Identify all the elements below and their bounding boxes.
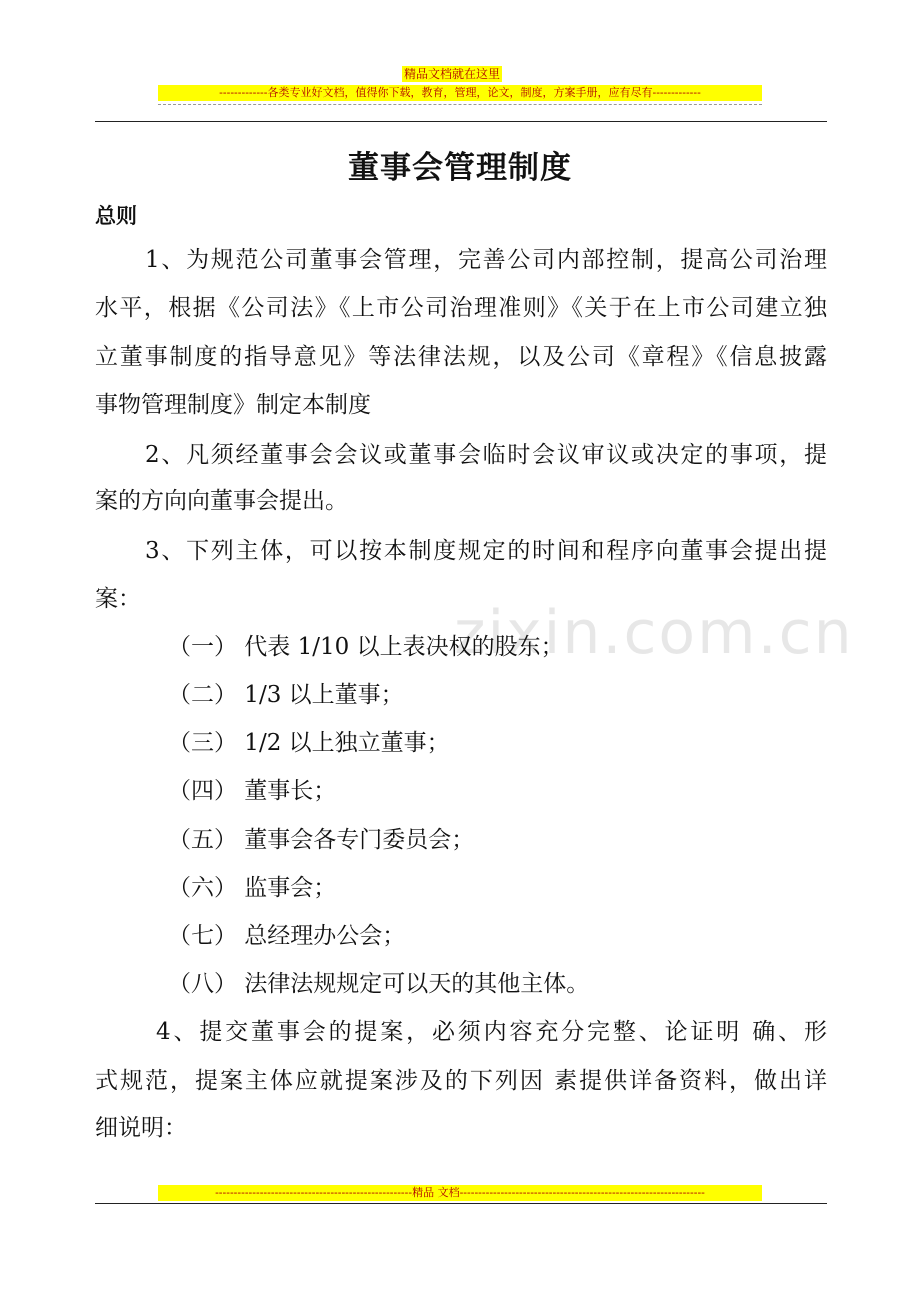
paragraph-line: 3、下列主体，可以按本制度规定的时间和程序向董事会提出提 — [145, 538, 827, 564]
paragraph-line: 2、凡须经董事会会议或董事会临时会议审议或决定的事项，提 — [145, 442, 827, 468]
section-heading: 总则 — [95, 204, 137, 228]
list-item: （二） 1/3 以上董事； — [168, 682, 404, 708]
watermark: zixin.com.cn — [454, 598, 854, 668]
paragraph-line: 4、提交董事会的提案，必须内容充分完整、论证明 确、形 — [156, 1019, 827, 1045]
list-item: （三） 1/2 以上独立董事； — [168, 730, 450, 756]
header-tagline: -------------各类专业好文档，值得你下载，教育，管理，论文，制度，方案手册，应有尽有------------- — [158, 85, 762, 101]
list-item: （五） 董事会各专门委员会； — [168, 827, 475, 853]
paragraph-line: 细说明： — [95, 1115, 187, 1141]
paragraph-line: 事物管理制度》制定本制度 — [95, 392, 371, 418]
footer-label: -----------------------------------------------------精品 文档------------------------------------------------------------------ — [158, 1185, 762, 1201]
list-item: （七） 总经理办公会； — [168, 923, 406, 949]
paragraph-line: 1、为规范公司董事会管理，完善公司内部控制，提高公司治理 — [145, 247, 827, 273]
paragraph-line: 立董事制度的指导意见》等法律法规，以及公司《章程》《信息披露 — [95, 344, 827, 370]
footer-rule — [95, 1203, 827, 1204]
list-item: （四） 董事长； — [168, 778, 337, 804]
list-item: （一） 代表 1/10 以上表决权的股东； — [168, 634, 564, 660]
paragraph-line: 式规范，提案主体应就提案涉及的下列因 素提供详备资料，做出详 — [95, 1068, 827, 1094]
header-rule — [95, 121, 827, 122]
paragraph-line: 案： — [95, 586, 141, 612]
header-label: 精品文档就在这里 — [404, 67, 501, 81]
paragraph-line: 案的方向向董事会提出。 — [95, 488, 348, 514]
list-item: （六） 监事会； — [168, 875, 337, 901]
document-title: 董事会管理制度 — [348, 150, 572, 186]
list-item: （八） 法律法规规定可以天的其他主体。 — [168, 971, 590, 997]
paragraph-line: 水平，根据《公司法》《上市公司治理准则》《关于在上市公司建立独 — [95, 295, 827, 321]
header-dashed-divider — [158, 104, 762, 105]
